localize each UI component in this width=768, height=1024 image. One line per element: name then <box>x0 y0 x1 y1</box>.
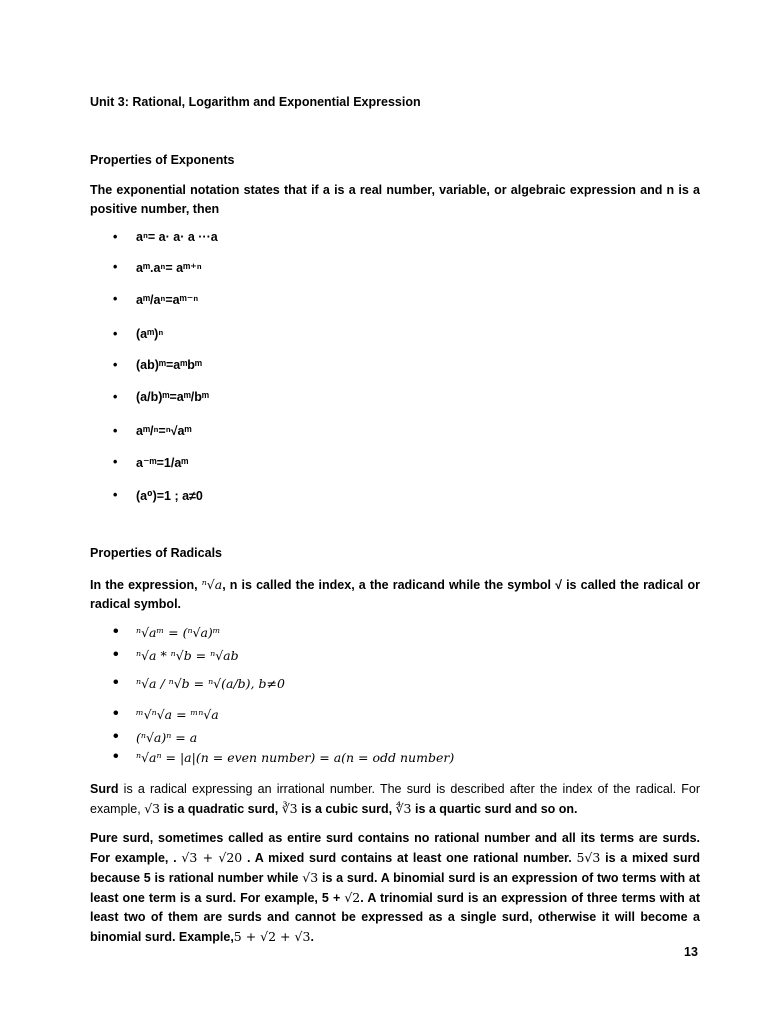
rule-text: (ab)ᵐ=aᵐbᵐ <box>136 358 202 372</box>
radical-expression: ⁿ√a <box>201 577 223 592</box>
radicals-intro: In the expression, ⁿ√a, n is called the index, a the radicand while the symbol √ is called the radical or radical symbol. <box>90 577 700 611</box>
rule-text: ⁿ√a / ⁿ√b = ⁿ√(a/b), b≠0 <box>136 676 285 691</box>
rule-text: a⁻ᵐ=1/aᵐ <box>136 456 189 470</box>
rule-text: aᵐ.aⁿ= aᵐ⁺ⁿ <box>136 261 202 275</box>
rule-text: (ⁿ√a)ⁿ = a <box>136 730 198 745</box>
page-number: 13 <box>684 945 698 959</box>
surd-paragraph: Surd is a radical expressing an irrational number. The surd is described after the index of the radical. For example, √3 is a quadratic surd, ∛3 is a cubic surd, ∜3 is a quartic surd and so on. <box>90 782 700 816</box>
exponents-intro: The exponential notation states that if a is a real number, variable, or algebraic expression and n is a positive number, then <box>90 183 700 216</box>
rule-text: ⁿ√aⁿ = |a|(n = even number) = a(n = odd number) <box>136 750 455 765</box>
radicals-heading: Properties of Radicals <box>90 546 222 560</box>
unit-title: Unit 3: Rational, Logarithm and Exponential Expression <box>90 95 421 109</box>
exponents-heading: Properties of Exponents <box>90 153 235 167</box>
rule-text: (a⁰)=1 ; a≠0 <box>136 489 203 503</box>
rule-text: aᵐ/ⁿ=ⁿ√aᵐ <box>136 424 192 438</box>
rule-text: (aᵐ)ⁿ <box>136 327 164 341</box>
rule-text: ᵐ√ⁿ√a = ᵐⁿ√a <box>136 707 219 722</box>
pure-surd-paragraph: Pure surd, sometimes called as entire surd contains no rational number and all its terms are surds. For example, . √3 + √20 . A mixed surd contains at least one rational number. 5√3 is a mixed surd because 5 is rational number while √3 is a surd. A binomial surd is an expression of two terms with at least one term is a surd. For example, 5 + √2. A trinomial surd is an expression of three terms with at least two of them are surds and cannot be expressed as a single surd, otherwise it will become a binomial surd. Example,5 + √2 + √3. <box>90 831 701 944</box>
document-page: Unit 3: Rational, Logarithm and Exponential Expression Properties of Exponents The exponential notation states that if a is a real number, variable, or algebraic expression and n is a positive number, then • aⁿ= a· a· a ···a • aᵐ.aⁿ= aᵐ⁺ⁿ • aᵐ/aⁿ=aᵐ⁻ⁿ • (aᵐ)ⁿ • (ab)ᵐ=aᵐbᵐ • (a/b)ᵐ=aᵐ/bᵐ • aᵐ/ⁿ=ⁿ√aᵐ • a⁻ᵐ=1/aᵐ • (a⁰)=1 ; a≠0 Properties of Radicals In the expression, ⁿ√a, n is called the index, a the radicand while the symbol √ is called the radical or radical symbol. • ⁿ√aᵐ = (ⁿ√a)ᵐ • ⁿ√a * ⁿ√b = ⁿ√ab • ⁿ√a / ⁿ√b = ⁿ√(a/b), b≠0 • ᵐ√ⁿ√a = ᵐⁿ√a • (ⁿ√a)ⁿ = a • ⁿ√aⁿ = |a|(n = even number) = a(n = odd number) Surd is a radical expressing an irrational number. The surd is described after the index of the radical. For example, √3 is a quadratic surd, ∛3 is a cubic surd, ∜3 is a quartic surd and so on. Pure surd, sometimes called as entire surd contains no rational number and all its terms are surds. For example, . √3 + √20 . A mixed surd contains at least one rational number. 5√3 is a mixed surd because 5 is rational number while √3 is a surd. A binomial surd is an expression of two terms with at least one term is a surd. For example, 5 + √2. A trinomial surd is an expression of three terms with at least two of them are surds and cannot be expressed as a single surd, otherwise it will become a binomial surd. Example,5 + √2 + √3. 13 <box>90 95 701 959</box>
rule-text: ⁿ√a * ⁿ√b = ⁿ√ab <box>136 648 239 663</box>
rule-text: aᵐ/aⁿ=aᵐ⁻ⁿ <box>136 293 199 307</box>
rule-text: (a/b)ᵐ=aᵐ/bᵐ <box>136 390 209 404</box>
rule-text: aⁿ= a· a· a ···a <box>136 230 218 244</box>
rule-text: ⁿ√aᵐ = (ⁿ√a)ᵐ <box>136 625 221 640</box>
